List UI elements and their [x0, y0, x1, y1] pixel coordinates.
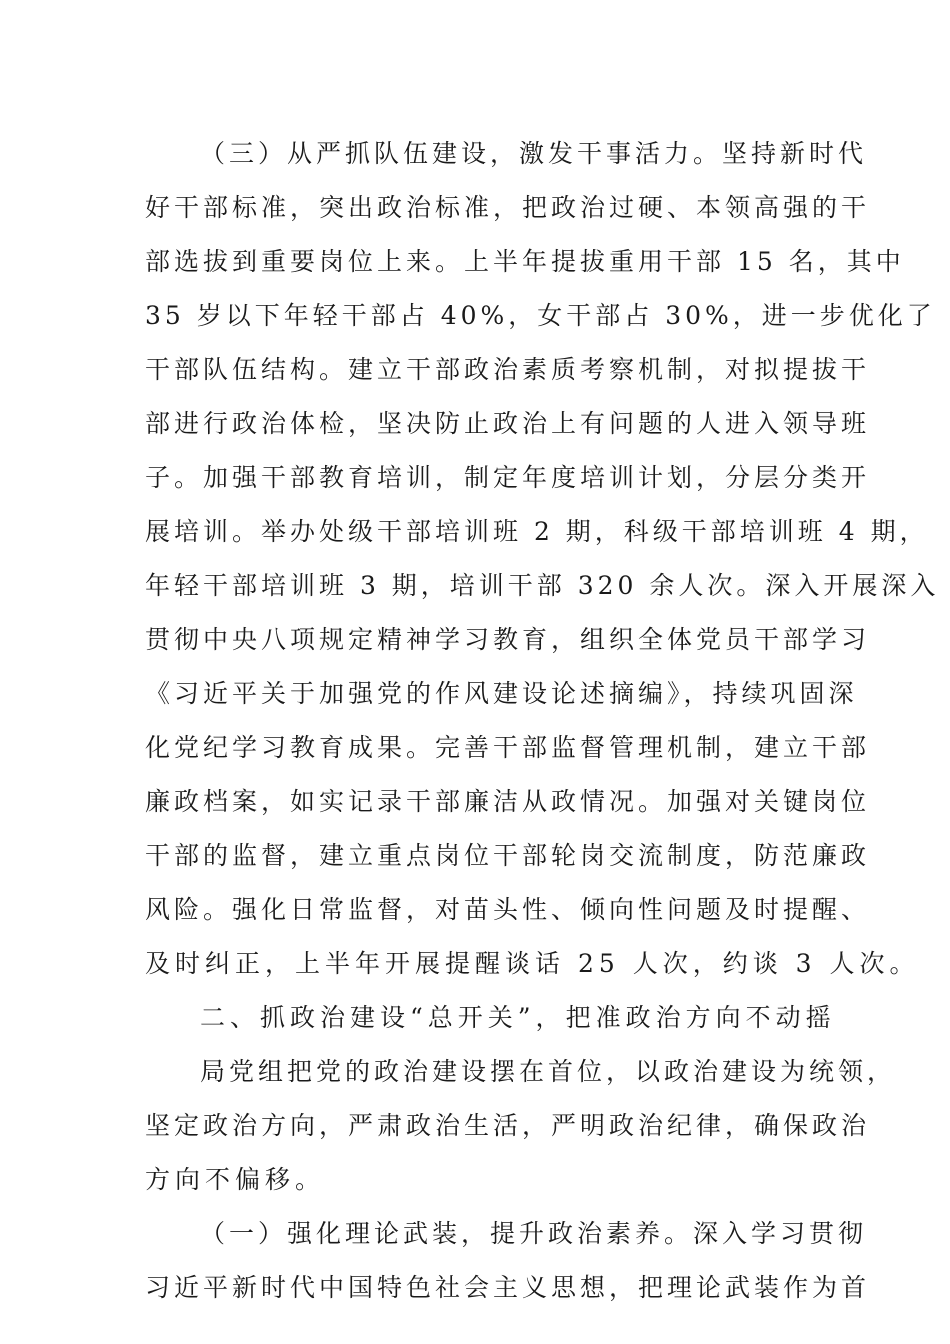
- paragraph-line: 年轻干部培训班 3 期，培训干部 320 余人次。深入开展深入: [145, 571, 940, 600]
- paragraph-line: （一）强化理论武装，提升政治素养。深入学习贯彻: [200, 1219, 868, 1248]
- paragraph-line: 干部的监督，建立重点岗位干部轮岗交流制度，防范廉政: [145, 841, 871, 870]
- paragraph-line: 部选拔到重要岗位上来。上半年提拔重用干部 15 名，其中: [145, 247, 905, 276]
- paragraph-line: 及时纠正，上半年开展提醒谈话 25 人次，约谈 3 人次。: [145, 949, 920, 978]
- paragraph-line: 部进行政治体检，坚决防止政治上有问题的人进入领导班: [145, 409, 871, 438]
- paragraph-line: 习近平新时代中国特色社会主义思想，把理论武装作为首: [145, 1273, 871, 1302]
- paragraph-line: 展培训。举办处级干部培训班 2 期，科级干部培训班 4 期，: [145, 517, 929, 546]
- paragraph-line: 廉政档案，如实记录干部廉洁从政情况。加强对关键岗位: [145, 787, 871, 816]
- paragraph-line: （三）从严抓队伍建设，激发干事活力。坚持新时代: [200, 139, 868, 168]
- paragraph-line: 好干部标准，突出政治标准，把政治过硬、本领高强的干: [145, 193, 871, 222]
- paragraph-line: 干部队伍结构。建立干部政治素质考察机制，对拟提拔干: [145, 355, 871, 384]
- paragraph-line: 方向不偏移。: [145, 1165, 326, 1194]
- paragraph-line: 坚定政治方向，严肃政治生活，严明政治纪律，确保政治: [145, 1111, 871, 1140]
- section-heading: 二、抓政治建设“总开关”，把准政治方向不动摇: [200, 1003, 836, 1032]
- paragraph-line: 贯彻中央八项规定精神学习教育，组织全体党员干部学习: [145, 625, 871, 654]
- paragraph-line: 局党组把党的政治建设摆在首位，以政治建设为统领，: [200, 1057, 897, 1086]
- paragraph-line: 35 岁以下年轻干部占 40%，女干部占 30%，进一步优化了: [145, 301, 936, 330]
- paragraph-line: 《习近平关于加强党的作风建设论述摘编》，持续巩固深: [145, 679, 858, 708]
- body-text: [145, 127, 940, 1315]
- paragraph-line: 风险。强化日常监督，对苗头性、倾向性问题及时提醒、: [145, 895, 871, 924]
- paragraph-line: 子。加强干部教育培训，制定年度培训计划，分层分类开: [145, 463, 871, 492]
- paragraph-line: 化党纪学习教育成果。完善干部监督管理机制，建立干部: [145, 733, 871, 762]
